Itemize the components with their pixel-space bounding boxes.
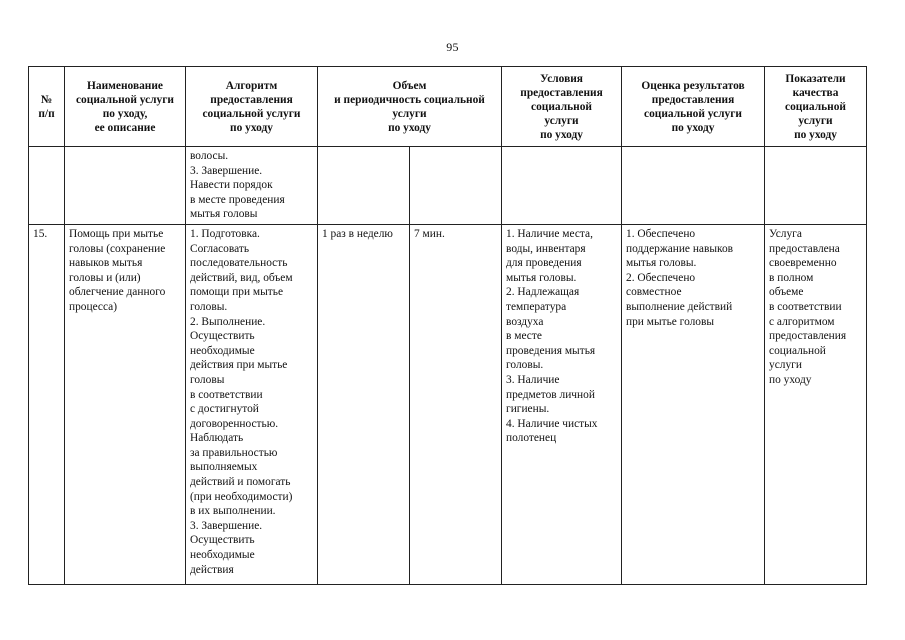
cell-empty <box>622 147 765 225</box>
header-evaluation: Оценка результатов предоставления социальной услуги по уходу <box>622 67 765 147</box>
cell-duration: 7 мин. <box>410 224 502 584</box>
cell-empty <box>65 147 186 225</box>
cell-algorithm: 1. Подготовка. Согласовать последовательность действий, вид, объем помощи при мытье головы. 2. Выполнение. Осуществить необходимые действия при мытье головы в соответствии с достигнутой договоренностью. Наблюдать за правильностью выполняемых действий и помогать (при необходимости) в их выполнении. 3. Завершение. Осуществить необходимые действия <box>186 224 318 584</box>
cell-conditions: 1. Наличие места, воды, инвентаря для проведения мытья головы. 2. Надлежащая температура воздуха в месте проведения мытья головы. 3. Наличие предметов личной гигиены. 4. Наличие чистых полотенец <box>502 224 622 584</box>
cell-evaluation: 1. Обеспечено поддержание навыков мытья головы. 2. Обеспечено совместное выполнение действий при мытье головы <box>622 224 765 584</box>
continuation-row <box>29 147 867 225</box>
header-conditions: Условия предоставления социальной услуги по уходу <box>502 67 622 147</box>
services-table <box>28 66 867 585</box>
cell-service-name: Помощь при мытье головы (сохранение навыков мытья головы и (или) облегчение данного процесса) <box>65 224 186 584</box>
table-row <box>29 224 867 584</box>
header-row <box>29 67 867 147</box>
header-algorithm: Алгоритм предоставления социальной услуги по уходу <box>186 67 318 147</box>
cell-empty <box>318 147 410 225</box>
cell-empty <box>410 147 502 225</box>
cell-periodicity: 1 раз в неделю <box>318 224 410 584</box>
header-number: № п/п <box>29 67 65 147</box>
cell-empty <box>29 147 65 225</box>
cell-quality: Услуга предоставлена своевременно в полном объеме в соответствии с алгоритмом предоставления социальной услуги по уходу <box>765 224 867 584</box>
page-number: 95 <box>446 40 459 54</box>
header-service-name: Наименование социальной услуги по уходу, ее описание <box>65 67 186 147</box>
cell-empty <box>765 147 867 225</box>
cell-empty <box>502 147 622 225</box>
cell-algorithm-continued: волосы. 3. Завершение. Навести порядок в месте проведения мытья головы <box>186 147 318 225</box>
cell-number: 15. <box>29 224 65 584</box>
header-volume-periodicity: Объем и периодичность социальной услуги по уходу <box>318 67 502 147</box>
header-quality: Показатели качества социальной услуги по уходу <box>765 67 867 147</box>
